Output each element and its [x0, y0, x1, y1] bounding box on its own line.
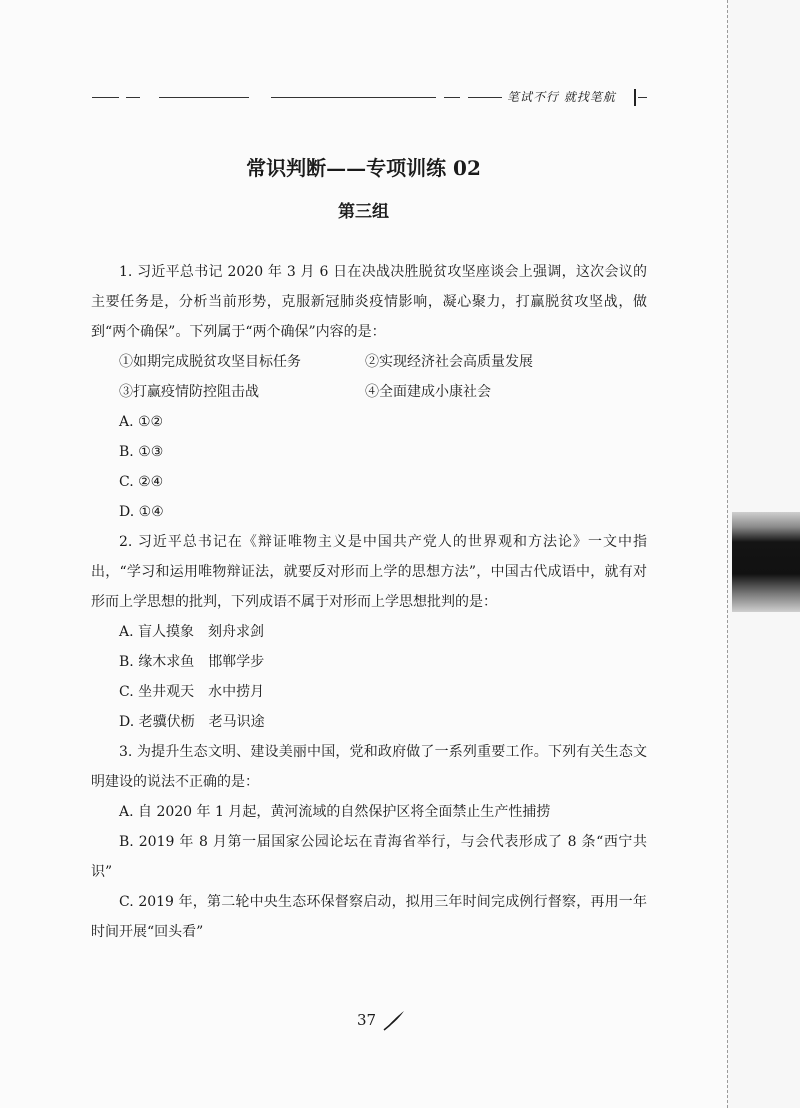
- question-3-stem: 3. 为提升生态文明、建设美丽中国，党和政府做了一系列重要工作。下列有关生态文明建设的说法不正确的是：: [91, 744, 647, 790]
- quill-pen-icon: [382, 1009, 406, 1031]
- header-rule: [444, 97, 460, 98]
- header-rule: [638, 97, 647, 98]
- question-1-item: ①如期完成脱贫攻坚目标任务: [119, 354, 301, 370]
- question-3-option: B. 2019 年 8 月第一届国家公园论坛在青海省举行，与会代表形成了 8 条“西宁共识”: [91, 834, 647, 880]
- question-2-option: B. 缘木求鱼 邯郸学步: [119, 654, 265, 670]
- header-rule: [271, 97, 436, 98]
- header-rule: [468, 97, 502, 98]
- question-2-option: D. 老骥伏枥 老马识途: [119, 714, 265, 730]
- question-1-item: ④全面建成小康社会: [365, 384, 491, 400]
- header-rule: [92, 97, 119, 98]
- header-rule: [159, 97, 249, 98]
- question-1-items-row: [91, 347, 647, 377]
- question-1-stem: 1. 习近平总书记 2020 年 3 月 6 日在决战决胜脱贫攻坚座谈会上强调，这次会议的主要任务是，分析当前形势，克服新冠肺炎疫情影响，凝心聚力，打赢脱贫攻坚战，做到“两个确保”。下列属于“两个确保”内容的是：: [91, 264, 647, 340]
- page-footer: [357, 1009, 406, 1031]
- header-bar: [634, 89, 636, 106]
- question-1-option: C. ②④: [119, 474, 164, 490]
- question-2-option: C. 坐井观天 水中捞月: [119, 684, 265, 700]
- page-title: 常识判断——专项训练 02: [246, 156, 481, 180]
- question-list: [91, 257, 647, 947]
- question-1-option: D. ①④: [119, 504, 164, 520]
- scan-shadow: [732, 512, 800, 612]
- question-1-item: ③打赢疫情防控阻击战: [119, 384, 259, 400]
- header-slogan: 笔试不行 就找笔航: [507, 90, 616, 104]
- header-rule: [126, 97, 140, 98]
- question-2-option: A. 盲人摸象 刻舟求剑: [119, 624, 265, 640]
- page-number: 37: [357, 1011, 377, 1029]
- question-1-item: ②实现经济社会高质量发展: [365, 354, 533, 370]
- question-1-items-row: [91, 377, 647, 407]
- group-subtitle: 第三组: [338, 202, 389, 222]
- question-3-option: C. 2019 年，第二轮中央生态环保督察启动，拟用三年时间完成例行督察，再用一年时间开展“回头看”: [91, 894, 647, 940]
- question-2-stem: 2. 习近平总书记在《辩证唯物主义是中国共产党人的世界观和方法论》一文中指出，“学习和运用唯物辩证法，就要反对形而上学的思想方法”，中国古代成语中，就有对形而上学思想的批判，下列成语不属于对形而上学思想批判的是：: [91, 534, 647, 610]
- question-3-option: A. 自 2020 年 1 月起，黄河流域的自然保护区将全面禁止生产性捕捞: [119, 804, 551, 820]
- question-1-option: A. ①②: [119, 414, 164, 430]
- question-1-option: B. ①③: [119, 444, 164, 460]
